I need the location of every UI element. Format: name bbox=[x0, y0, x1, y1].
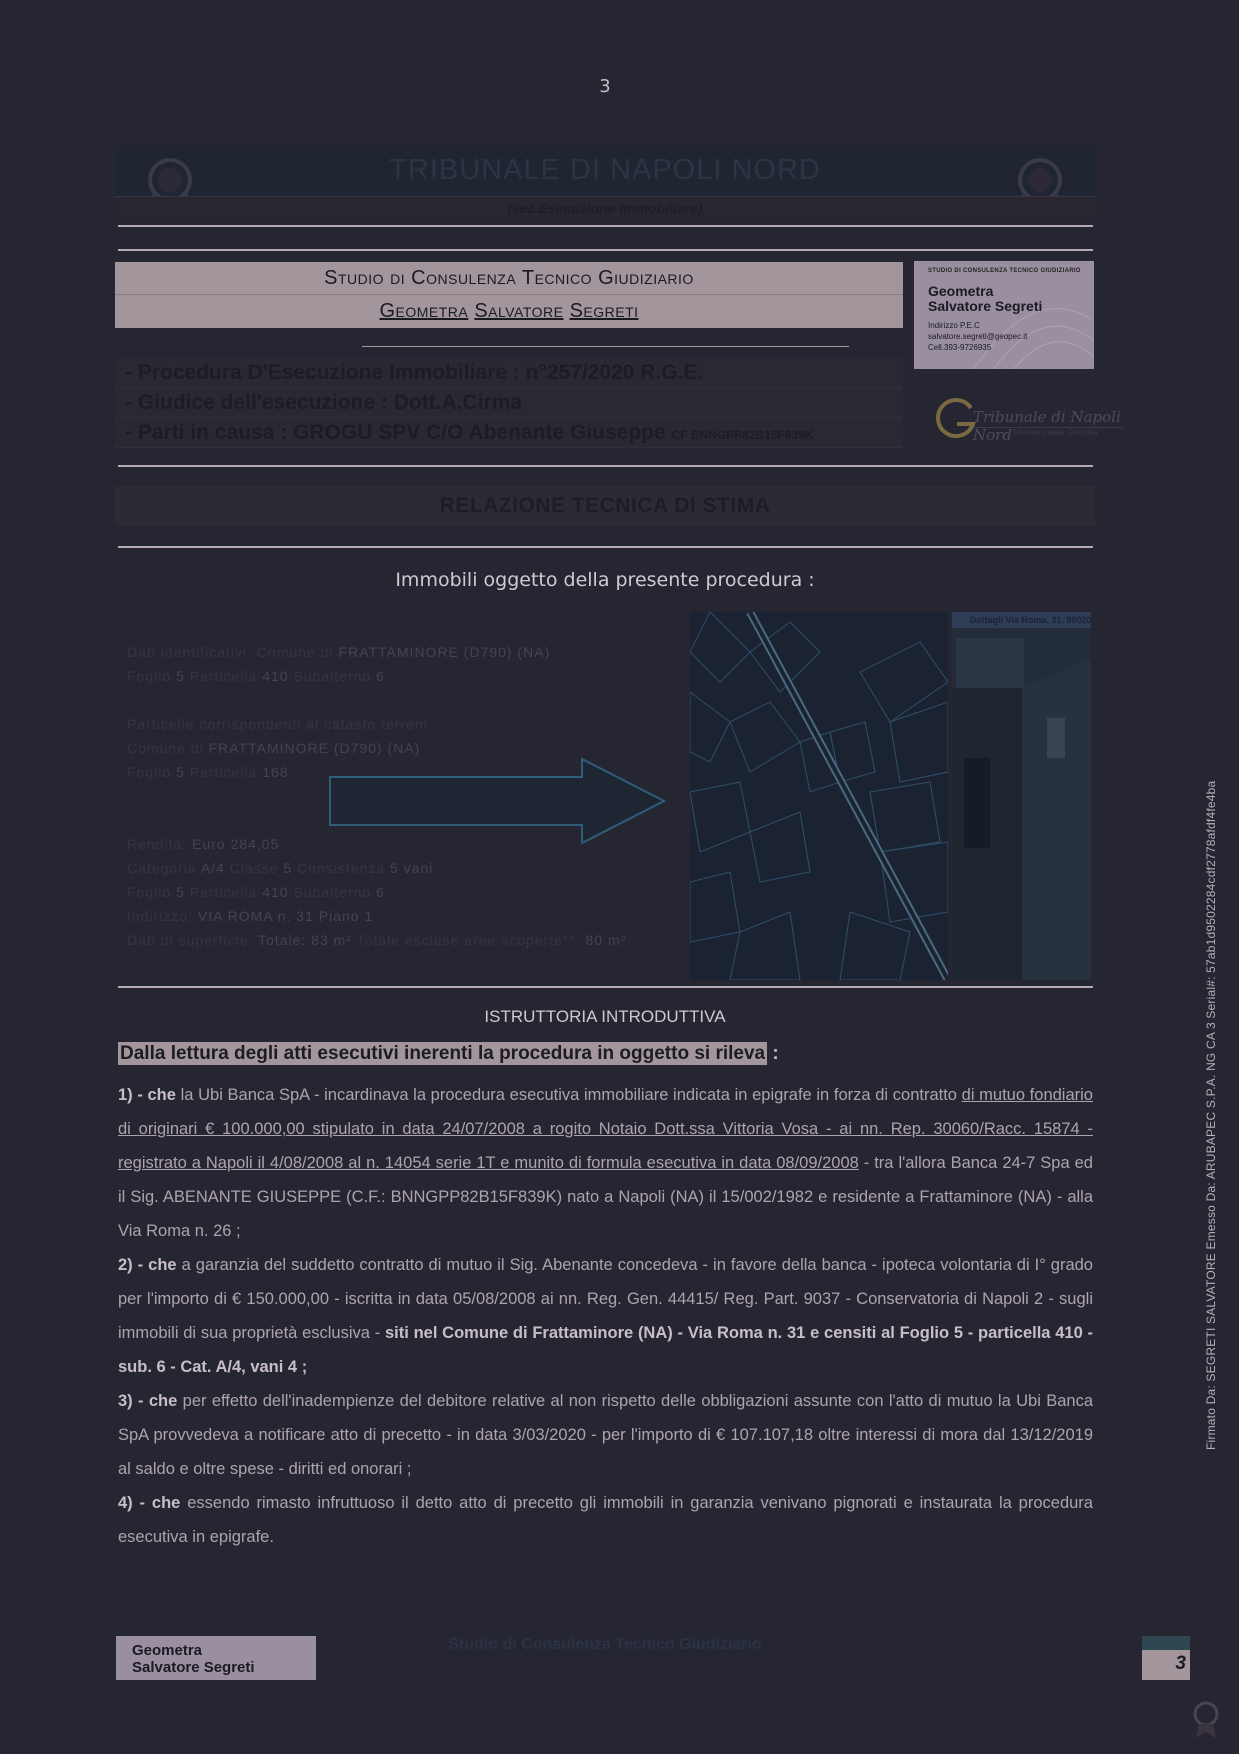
footer-tab bbox=[1142, 1636, 1190, 1650]
page-number: 3 bbox=[599, 76, 611, 97]
parties-text: - Parti in causa : GROGU SPV C/O Abenante Giuseppe bbox=[125, 421, 666, 444]
lead-highlight: Dalla lettura degli atti esecutivi inerenti la procedura in oggetto si rileva bbox=[120, 1043, 766, 1064]
paragraph-number: 3) - che bbox=[118, 1392, 178, 1410]
cad-line bbox=[127, 880, 626, 904]
studio-name-part: Segreti bbox=[569, 300, 639, 322]
procedure-box bbox=[115, 358, 903, 448]
cad-label: Indirizzo: bbox=[127, 908, 194, 924]
card-name-line: Geometra bbox=[928, 283, 994, 299]
lead-tail: : bbox=[767, 1043, 779, 1064]
cad-value: VIA ROMA n. 31 Piano 1 bbox=[197, 908, 374, 924]
paragraph-2 bbox=[118, 1248, 1093, 1384]
footer-logo-line: Salvatore Segreti bbox=[132, 1659, 255, 1676]
paragraph-underlined: di mutuo fondiario di originari € 100.000,00 stipulato in data 24/07/2008 a rogito Notaio Dott.ssa Vittoria Vosa - ai nn. Rep. 30060/Racc. 15874 - registrato a Napoli il 4/08/2008 al n. 14054 serie 1T e munito di formula esecutiva in data 08/09/2008 bbox=[118, 1086, 1093, 1172]
cad-label: Classe bbox=[229, 860, 279, 876]
seal-icon bbox=[1190, 1700, 1222, 1740]
studio-header bbox=[115, 262, 903, 328]
court-banner bbox=[115, 146, 1095, 218]
cad-line bbox=[127, 640, 626, 664]
paragraph-number: 1) - che bbox=[118, 1086, 176, 1104]
procedure-parties bbox=[115, 418, 903, 448]
cad-line: Particelle corrispondenti al catasto terreni bbox=[127, 716, 428, 732]
cad-value: 5 bbox=[176, 884, 185, 900]
cad-value: 80 m² bbox=[585, 932, 627, 948]
body-text bbox=[118, 1078, 1093, 1554]
studio-name bbox=[115, 295, 903, 328]
cad-line bbox=[127, 856, 626, 880]
cad-line bbox=[127, 904, 626, 928]
card-header: STUDIO DI CONSULENZA TECNICO GIUDIZIARIO bbox=[928, 268, 1081, 274]
immobili-title: Immobili oggetto della presente procedura : bbox=[395, 569, 815, 591]
parties-cf: CF BNNGPP82B15F839K bbox=[671, 428, 814, 442]
divider bbox=[118, 546, 1093, 548]
cad-line bbox=[127, 928, 626, 952]
court-title: TRIBUNALE DI NAPOLI NORD bbox=[389, 154, 821, 186]
studio-title: Studio di Consulenza Tecnico Giudiziario bbox=[115, 262, 903, 295]
card-pec-label: Indirizzo P.E.C bbox=[928, 321, 980, 330]
tribunale-logo-title: Tribunale di Napoli Nord bbox=[973, 408, 1121, 444]
cad-value: 5 vani bbox=[390, 860, 434, 876]
paragraph-number: 4) - che bbox=[118, 1494, 181, 1512]
footer-logo-line: Geometra bbox=[132, 1642, 203, 1659]
divider bbox=[118, 249, 1093, 251]
cad-label: Particella bbox=[189, 764, 258, 780]
cad-value: Totale: 83 m² bbox=[258, 932, 352, 948]
cad-label: Particella bbox=[189, 668, 258, 684]
cad-label: Subalterno bbox=[293, 668, 372, 684]
cad-value: 6 bbox=[376, 668, 385, 684]
footer-studio: Studio di Consulenza Tecnico Giudiziario bbox=[448, 1636, 762, 1653]
cad-label: Consistenza bbox=[297, 860, 386, 876]
studio-name-part: Salvatore bbox=[474, 300, 564, 322]
footer-page-value: 3 bbox=[1175, 1653, 1186, 1674]
cad-label: Rendita: bbox=[127, 836, 188, 852]
paragraph-text: essendo rimasto infruttuoso il detto atto di precetto gli immobili in garanzia venivano pignorati e instaurata la procedura esecutiva in epigrafe. bbox=[118, 1494, 1093, 1546]
divider bbox=[118, 465, 1093, 467]
paragraph-text: la Ubi Banca SpA - incardinava la procedura esecutiva immobiliare indicata in epigrafe in forza di contratto bbox=[175, 1086, 962, 1104]
cad-label: Dati identificativi: Comune di bbox=[127, 644, 334, 660]
cad-value: 6 bbox=[376, 884, 385, 900]
cad-label: Totale escluse aree scoperte**: bbox=[356, 932, 581, 948]
divider bbox=[362, 346, 849, 347]
lead-sentence bbox=[118, 1043, 779, 1065]
paragraph-number: 2) - che bbox=[118, 1256, 177, 1274]
procedure-judge: - Giudice dell'esecuzione : Dott.A.Cirma bbox=[115, 388, 903, 418]
cad-label: Particella bbox=[189, 884, 258, 900]
cad-value: 5 bbox=[176, 764, 185, 780]
cad-value: 410 bbox=[262, 884, 289, 900]
paragraph-3 bbox=[118, 1384, 1093, 1486]
photo-icon bbox=[952, 628, 1091, 980]
divider bbox=[118, 986, 1093, 988]
procedure-number: - Procedura D'Esecuzione Immobiliare : n°257/2020 R.G.E. bbox=[115, 358, 903, 388]
relazione-title: RELAZIONE TECNICA DI STIMA bbox=[115, 486, 1095, 526]
cad-value: FRATTAMINORE (D790) (NA) bbox=[338, 644, 551, 660]
paragraph-text: - tra l'allora Banca 24-7 Spa ed il Sig. ABENANTE GIUSEPPE (C.F.: BNNGPP82B15F839K) nato a Napoli (NA) il 15/002/1982 e residente a Frattaminore (NA) - alla Via Roma n. 26 ; bbox=[118, 1154, 1093, 1240]
cad-label: Foglio bbox=[127, 884, 172, 900]
tribunale-g-icon bbox=[933, 396, 977, 444]
studio-name-part: Geometra bbox=[379, 300, 469, 322]
map-icon bbox=[690, 612, 948, 980]
tribunale-logo-sub: Ministero della Giustizia bbox=[1013, 428, 1098, 437]
street-photo bbox=[952, 612, 1091, 980]
arrow-right-icon bbox=[328, 757, 668, 845]
card-pec: salvatore.segreti@geopec.it bbox=[928, 332, 1028, 341]
cadastral-map bbox=[690, 612, 948, 980]
photo-caption: Dettagli Via Roma, 31, 80020 bbox=[952, 612, 1091, 628]
tribunale-logo bbox=[933, 396, 1133, 446]
cad-value: A/4 bbox=[200, 860, 225, 876]
cad-value: 5 bbox=[176, 668, 185, 684]
cad-label: Dati di superficie: bbox=[127, 932, 254, 948]
card-cell: Cell.393-9726935 bbox=[928, 343, 992, 352]
paragraph-text: per effetto dell'inadempienze del debitore relative al non rispetto delle obbligazioni assunte con l'atto di mutuo la Ubi Banca SpA provvedeva a notificare atto di precetto - in data 3/03/2020 - per l'importo di € 107.107,18 oltre interessi di mora dal 13/12/2019 al saldo e oltre spese - diritti ed onorari ; bbox=[118, 1392, 1093, 1478]
footer-page-number bbox=[1142, 1650, 1190, 1680]
digital-signature: Firmato Da: SEGRETI SALVATORE Emesso Da: ARUBAPEC S.P.A. NG CA 3 Serial#: 57ab1d9502284cdf2778afdf4fe4ba bbox=[1204, 780, 1218, 1450]
cad-label: Subalterno bbox=[293, 884, 372, 900]
paragraph-text: a garanzia del suddetto contratto di mutuo il Sig. Abenante concedeva - in favore della banca - ipoteca volontaria di I° grado per l'importo di € 150.000,00 - iscritta in data 05/08/2008 ai nn. Reg. Gen. 44415/ Reg. Part. 9037 - Conservatoria di Napoli 2 - sugli immobili di sua proprietà esclusiva - bbox=[118, 1256, 1093, 1342]
cad-line bbox=[127, 664, 626, 688]
card-name bbox=[914, 274, 1094, 314]
cad-value: FRATTAMINORE (D790) (NA) bbox=[208, 740, 421, 756]
card-name-line: Salvatore Segreti bbox=[928, 298, 1043, 314]
istruttoria-title: ISTRUTTORIA INTRODUTTIVA bbox=[484, 1007, 726, 1026]
cad-label: Categoria bbox=[127, 860, 197, 876]
cad-value: 5 bbox=[283, 860, 293, 876]
cad-label: Comune di bbox=[127, 740, 204, 756]
divider bbox=[118, 225, 1093, 227]
paragraph-1 bbox=[118, 1078, 1093, 1248]
cad-label: Foglio bbox=[127, 668, 172, 684]
cad-value: 410 bbox=[262, 668, 289, 684]
court-section: (sez.Esecuzione Immobiliare) bbox=[115, 196, 1095, 218]
business-card bbox=[914, 261, 1094, 369]
cad-label: Foglio bbox=[127, 764, 172, 780]
paragraph-bold: siti nel Comune di Frattaminore (NA) - Via Roma n. 31 e censiti al Foglio 5 - particella 410 - sub. 6 - Cat. A/4, vani 4 ; bbox=[118, 1324, 1094, 1376]
cad-value: 168 bbox=[262, 764, 289, 780]
paragraph-4 bbox=[118, 1486, 1093, 1554]
cad-value: Euro 284,05 bbox=[192, 836, 280, 852]
